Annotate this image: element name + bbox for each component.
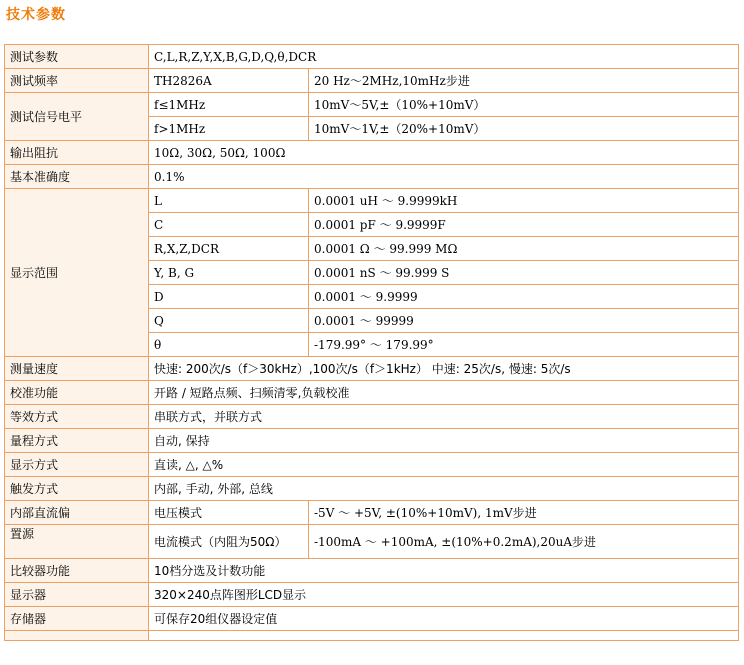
row-value: 快速: 200次/s（f＞30kHz）,100次/s（f＞1kHz） 中速: 25次/s, 慢速: 5次/s xyxy=(149,357,739,381)
range-value: 0.0001 uH ～ 9.9999kH xyxy=(309,189,739,213)
range-param: L xyxy=(149,189,309,213)
table-row xyxy=(5,69,739,93)
range-value: 0.0001 ～ 99999 xyxy=(309,309,739,333)
range-value: 0.0001 ～ 9.9999 xyxy=(309,285,739,309)
row-label: 显示范围 xyxy=(5,189,149,357)
row-label: 内部直流偏 xyxy=(5,501,149,525)
table-row xyxy=(5,405,739,429)
table-row xyxy=(5,477,739,501)
table-row xyxy=(5,141,739,165)
bias-value: -100mA ～ +100mA, ±(10%+0.2mA),20uA步进 xyxy=(309,525,739,559)
row-label: 存储器 xyxy=(5,607,149,631)
bias-mode: 电压模式 xyxy=(149,501,309,525)
table-row xyxy=(5,45,739,69)
range-param: R,X,Z,DCR xyxy=(149,237,309,261)
row-value: C,L,R,Z,Y,X,B,G,D,Q,θ,DCR xyxy=(149,45,739,69)
empty-cell xyxy=(5,631,149,641)
table-row xyxy=(5,93,739,117)
range-value: 0.0001 nS ～ 99.999 S xyxy=(309,261,739,285)
row-value: 可保存20组仪器设定值 xyxy=(149,607,739,631)
row-label: 测量速度 xyxy=(5,357,149,381)
range-param: θ xyxy=(149,333,309,357)
table-row xyxy=(5,453,739,477)
row-value: 20 Hz～2MHz,10mHz步进 xyxy=(309,69,739,93)
row-label: 测试频率 xyxy=(5,69,149,93)
range-value: 0.0001 pF ～ 9.9999F xyxy=(309,213,739,237)
row-label: 输出阻抗 xyxy=(5,141,149,165)
row-label: 置源 xyxy=(5,525,149,559)
row-label: 基本准确度 xyxy=(5,165,149,189)
row-label: 显示器 xyxy=(5,583,149,607)
table-row xyxy=(5,559,739,583)
row-condition: f>1MHz xyxy=(149,117,309,141)
table-row xyxy=(5,607,739,631)
row-label: 量程方式 xyxy=(5,429,149,453)
table-row xyxy=(5,501,739,525)
row-label: 校准功能 xyxy=(5,381,149,405)
row-value: 自动, 保持 xyxy=(149,429,739,453)
row-value: 内部, 手动, 外部, 总线 xyxy=(149,477,739,501)
row-value: 直读, △, △% xyxy=(149,453,739,477)
table-row xyxy=(5,381,739,405)
table-row xyxy=(5,189,739,213)
row-value: 0.1% xyxy=(149,165,739,189)
table-row xyxy=(5,631,739,641)
row-label: 等效方式 xyxy=(5,405,149,429)
row-model: TH2826A xyxy=(149,69,309,93)
row-label: 测试信号电平 xyxy=(5,93,149,141)
row-value: 10mV～1V,±（20%+10mV） xyxy=(309,117,739,141)
table-row xyxy=(5,583,739,607)
range-value: -179.99° ～ 179.99° xyxy=(309,333,739,357)
range-param: Y, B, G xyxy=(149,261,309,285)
bias-value: -5V ～ +5V, ±(10%+10mV), 1mV步进 xyxy=(309,501,739,525)
row-value: 10档分选及计数功能 xyxy=(149,559,739,583)
row-label: 显示方式 xyxy=(5,453,149,477)
empty-cell xyxy=(149,631,739,641)
spec-table xyxy=(4,44,739,641)
row-label: 测试参数 xyxy=(5,45,149,69)
table-row xyxy=(5,165,739,189)
range-param: C xyxy=(149,213,309,237)
row-condition: f≤1MHz xyxy=(149,93,309,117)
range-value: 0.0001 Ω ～ 99.999 MΩ xyxy=(309,237,739,261)
table-row xyxy=(5,357,739,381)
row-label: 比较器功能 xyxy=(5,559,149,583)
row-value: 开路 / 短路点频、扫频清零,负载校准 xyxy=(149,381,739,405)
row-value: 串联方式，并联方式 xyxy=(149,405,739,429)
row-value: 320×240点阵图形LCD显示 xyxy=(149,583,739,607)
range-param: D xyxy=(149,285,309,309)
row-label: 触发方式 xyxy=(5,477,149,501)
range-param: Q xyxy=(149,309,309,333)
table-row xyxy=(5,429,739,453)
row-value: 10Ω, 30Ω, 50Ω, 100Ω xyxy=(149,141,739,165)
bias-mode: 电流模式（内阻为50Ω） xyxy=(149,525,309,559)
table-row xyxy=(5,525,739,559)
section-title: 技术参数 xyxy=(6,7,66,23)
row-value: 10mV～5V,±（10%+10mV） xyxy=(309,93,739,117)
